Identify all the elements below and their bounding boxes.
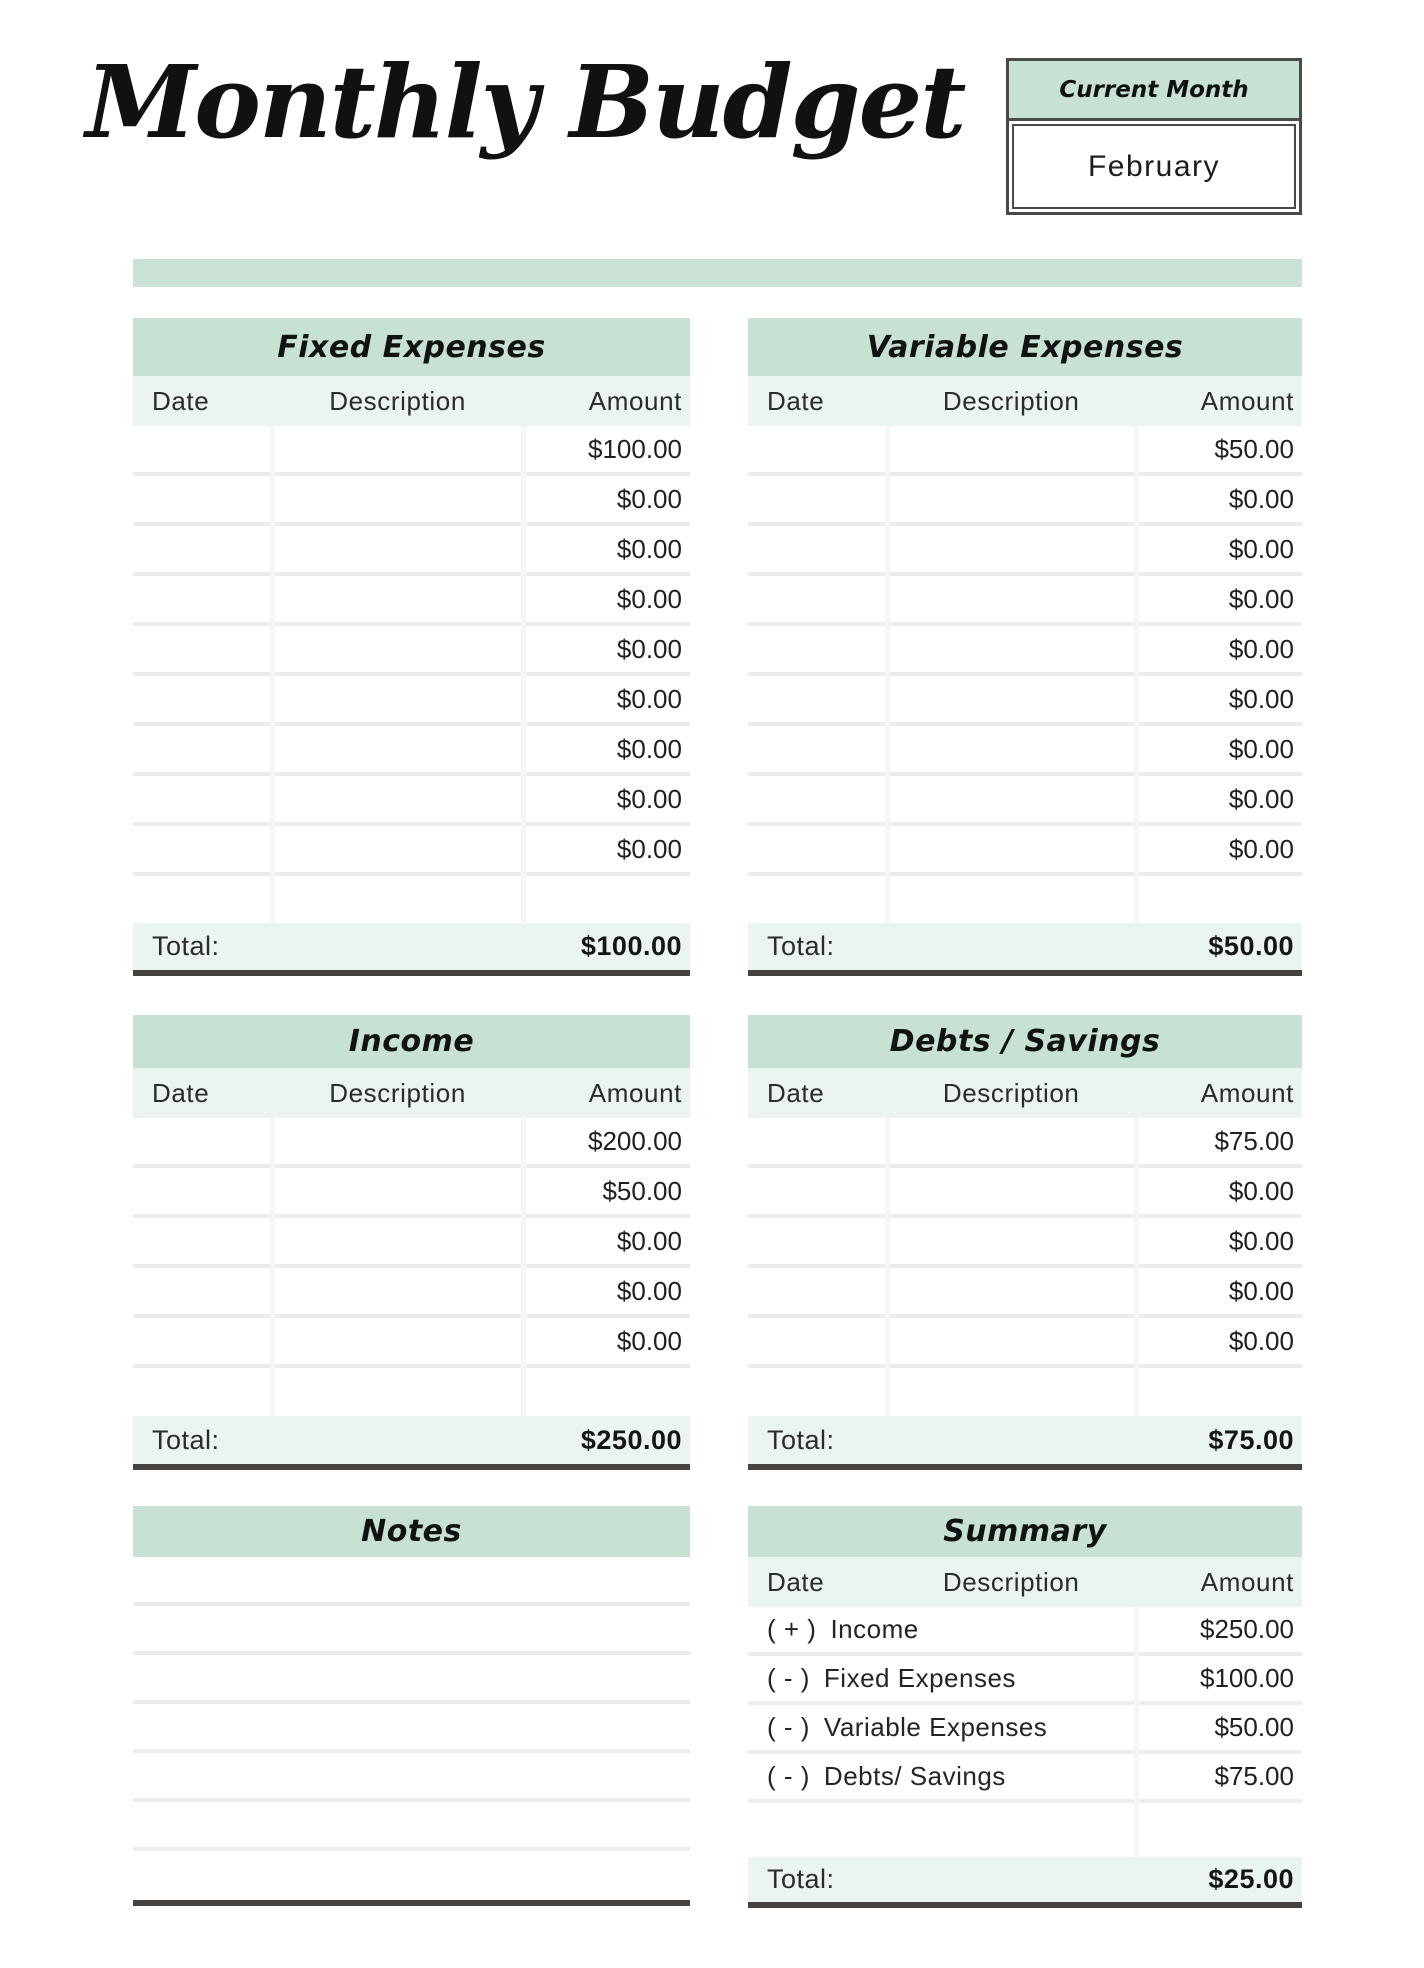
table-row [133,426,690,476]
table-bottom-bar [748,970,1302,976]
column-divider [521,426,526,923]
amount-cell[interactable]: $0.00 [1136,626,1302,676]
total-label: Total: [767,931,835,961]
table-row [133,826,690,876]
summary-label: Debts/ Savings [823,1761,1006,1791]
amount-cell[interactable]: $0.00 [1136,1168,1302,1218]
table-row [748,1318,1302,1368]
total-row [748,1857,1302,1902]
description-cell[interactable] [887,1368,1136,1416]
date-cell[interactable] [133,526,272,576]
date-cell[interactable] [133,876,272,923]
amount-cell[interactable]: $50.00 [523,1168,690,1218]
description-cell[interactable] [887,526,1136,576]
amount-cell[interactable]: $0.00 [1136,476,1302,526]
table-row [748,676,1302,726]
summary-description [748,1705,1136,1754]
description-cell[interactable] [272,826,523,876]
notes-line[interactable] [133,1753,690,1802]
column-header-description: Description [329,1077,466,1108]
description-cell[interactable] [887,1218,1136,1268]
table-row [748,776,1302,826]
amount-cell[interactable]: $0.00 [523,476,690,526]
amount-cell[interactable]: $0.00 [1136,1218,1302,1268]
description-cell[interactable] [887,576,1136,626]
notes-section [133,1506,690,1906]
column-divider [270,1118,275,1416]
table-row [748,1268,1302,1318]
date-cell[interactable] [133,576,272,626]
amount-cell[interactable]: $50.00 [1136,426,1302,476]
amount-cell[interactable]: $0.00 [523,1268,690,1318]
table-row [133,1368,690,1416]
date-cell[interactable] [133,1268,272,1318]
summary-row [748,1803,1302,1857]
date-cell[interactable] [133,626,272,676]
date-cell[interactable] [748,776,887,826]
total-label: Total: [767,1424,835,1455]
summary-row [748,1607,1302,1656]
column-divider [521,1118,526,1416]
amount-cell[interactable]: $0.00 [1136,1268,1302,1318]
summary-description [748,1656,1136,1705]
fixed-expenses-table [133,318,690,976]
date-cell[interactable] [748,726,887,776]
table-rows [748,426,1302,923]
variable-expenses-table [748,318,1302,976]
current-month-value[interactable]: February [1012,124,1296,209]
total-amount: $250.00 [580,1424,682,1455]
description-cell[interactable] [887,826,1136,876]
description-cell[interactable] [887,1168,1136,1218]
column-header-amount: Amount [588,1077,682,1108]
table-row [133,776,690,826]
notes-line[interactable] [133,1851,690,1900]
amount-cell[interactable] [523,1368,690,1416]
amount-cell[interactable]: $0.00 [1136,776,1302,826]
notes-line[interactable] [133,1606,690,1655]
table-rows [748,1118,1302,1416]
date-cell[interactable] [133,726,272,776]
summary-sign: ( - ) [767,1712,810,1742]
table-row [748,826,1302,876]
table-row [748,426,1302,476]
page-title: Monthly Budget [85,43,965,161]
amount-cell[interactable] [523,876,690,923]
description-cell[interactable] [887,1118,1136,1168]
total-amount: $75.00 [1208,1424,1294,1455]
table-bottom-bar [133,1464,690,1470]
amount-cell[interactable]: $250.00 [1136,1607,1302,1656]
table-rows [748,1607,1302,1857]
table-title: Notes [133,1506,690,1557]
summary-table [748,1506,1302,1908]
column-divider [1134,1607,1139,1857]
column-header-amount: Amount [588,385,682,416]
date-cell[interactable] [748,1268,887,1318]
amount-cell[interactable]: $0.00 [1136,726,1302,776]
amount-cell[interactable] [1136,876,1302,923]
amount-cell[interactable]: $0.00 [523,576,690,626]
column-header-amount: Amount [1200,1566,1294,1597]
description-cell[interactable] [887,1268,1136,1318]
amount-cell[interactable]: $75.00 [1136,1118,1302,1168]
table-row [133,1168,690,1218]
table-row [748,576,1302,626]
table-row [133,576,690,626]
column-headers [748,376,1302,426]
date-cell[interactable] [748,676,887,726]
table-row [748,726,1302,776]
description-cell[interactable] [272,1318,523,1368]
income-table [133,1015,690,1470]
content [133,318,1302,1908]
total-row [748,1416,1302,1464]
current-month-label: Current Month [1009,61,1299,121]
amount-cell[interactable]: $0.00 [523,726,690,776]
table-row [133,1118,690,1168]
summary-row [748,1656,1302,1705]
table-title: Income [133,1015,690,1068]
amount-cell[interactable]: $0.00 [523,626,690,676]
amount-cell[interactable]: $200.00 [523,1118,690,1168]
column-header-description: Description [942,1566,1080,1597]
amount-cell[interactable]: $75.00 [1136,1754,1302,1803]
amount-cell[interactable]: $0.00 [1136,526,1302,576]
date-cell[interactable] [748,1168,887,1218]
description-cell[interactable] [272,476,523,526]
date-cell[interactable] [133,776,272,826]
amount-cell[interactable]: $0.00 [1136,1318,1302,1368]
column-divider [885,426,890,923]
date-cell[interactable] [133,1318,272,1368]
date-cell[interactable] [748,526,887,576]
summary-description [748,1754,1136,1803]
amount-cell[interactable] [1136,1803,1302,1857]
table-row [133,676,690,726]
date-cell[interactable] [748,476,887,526]
column-headers [748,1068,1302,1118]
total-label: Total: [152,1424,220,1455]
date-cell[interactable] [133,1218,272,1268]
date-cell[interactable] [748,876,887,923]
debts-savings-table [748,1015,1302,1470]
column-header-date: Date [767,1077,825,1108]
date-cell[interactable] [133,676,272,726]
table-row [133,876,690,923]
table-row [748,1368,1302,1416]
summary-description [748,1607,1136,1656]
date-cell[interactable] [748,826,887,876]
table-row [748,1168,1302,1218]
amount-cell[interactable]: $50.00 [1136,1705,1302,1754]
table-row [748,876,1302,923]
table-row [133,726,690,776]
column-header-description: Description [942,1077,1080,1108]
summary-row [748,1754,1302,1803]
date-cell[interactable] [133,826,272,876]
table-row [133,626,690,676]
table-row [133,1218,690,1268]
summary-sign: ( + ) [767,1614,817,1644]
description-cell[interactable] [272,426,523,476]
total-row [133,923,690,970]
table-title: Fixed Expenses [133,318,690,376]
column-divider [885,1118,890,1416]
date-cell[interactable] [748,1218,887,1268]
table-title: Variable Expenses [748,318,1302,376]
current-month-box [1006,58,1302,215]
description-cell[interactable] [272,626,523,676]
table-row [748,626,1302,676]
total-label: Total: [152,931,220,961]
table-row [133,1318,690,1368]
description-cell[interactable] [272,876,523,923]
summary-sign: ( - ) [767,1761,810,1791]
date-cell[interactable] [748,626,887,676]
description-cell[interactable] [272,526,523,576]
date-cell[interactable] [748,1318,887,1368]
column-divider [1134,426,1139,923]
decorative-banner [133,259,1302,287]
total-amount: $25.00 [1208,1864,1294,1894]
summary-label: Variable Expenses [823,1712,1048,1742]
notes-line[interactable] [133,1704,690,1753]
date-cell[interactable] [133,1368,272,1416]
amount-cell[interactable]: $0.00 [1136,676,1302,726]
column-header-description: Description [329,385,466,416]
date-cell[interactable] [748,576,887,626]
table-row [133,1268,690,1318]
notes-line[interactable] [133,1655,690,1704]
amount-cell[interactable]: $0.00 [523,826,690,876]
description-cell[interactable] [887,626,1136,676]
total-row [133,1416,690,1464]
date-cell[interactable] [133,476,272,526]
description-cell[interactable] [887,1318,1136,1368]
column-headers [133,376,690,426]
column-headers [748,1557,1302,1607]
amount-cell[interactable] [1136,1368,1302,1416]
date-cell[interactable] [748,1368,887,1416]
column-divider [270,426,275,923]
column-header-amount: Amount [1200,1077,1294,1108]
total-label: Total: [767,1864,835,1894]
amount-cell[interactable]: $0.00 [523,1318,690,1368]
table-bottom-bar [133,970,690,976]
table-row [748,476,1302,526]
description-cell[interactable] [887,726,1136,776]
column-divider [1134,1118,1139,1416]
notes-line[interactable] [133,1557,690,1606]
amount-cell[interactable]: $0.00 [523,1218,690,1268]
date-cell[interactable] [748,426,887,476]
column-header-date: Date [767,1566,825,1597]
amount-cell[interactable]: $100.00 [1136,1656,1302,1705]
column-headers [133,1068,690,1118]
table-title: Debts / Savings [748,1015,1302,1068]
table-rows [133,1118,690,1416]
total-row [748,923,1302,970]
amount-cell[interactable]: $0.00 [523,526,690,576]
description-cell[interactable] [887,476,1136,526]
amount-cell[interactable]: $0.00 [523,776,690,826]
table-title: Summary [748,1506,1302,1557]
table-row [748,1118,1302,1168]
table-row [133,526,690,576]
description-cell[interactable] [272,576,523,626]
column-header-amount: Amount [1200,385,1294,416]
date-cell[interactable] [748,1118,887,1168]
description-cell[interactable] [272,1218,523,1268]
amount-cell[interactable]: $0.00 [523,676,690,726]
description-cell[interactable] [272,1268,523,1318]
table-bottom-bar [748,1902,1302,1908]
table-bottom-bar [133,1900,690,1906]
description-cell[interactable] [272,1118,523,1168]
column-header-date: Date [152,385,210,416]
notes-line[interactable] [133,1802,690,1851]
table-row [748,1218,1302,1268]
date-cell[interactable] [133,426,272,476]
table-bottom-bar [748,1464,1302,1470]
description-cell[interactable] [887,876,1136,923]
total-amount: $100.00 [580,931,682,961]
table-row [748,526,1302,576]
amount-cell[interactable]: $100.00 [523,426,690,476]
column-header-date: Date [767,385,825,416]
date-cell[interactable] [133,1118,272,1168]
amount-cell[interactable]: $0.00 [1136,576,1302,626]
description-cell[interactable] [887,426,1136,476]
description-cell[interactable] [272,1368,523,1416]
amount-cell[interactable]: $0.00 [1136,826,1302,876]
summary-row [748,1705,1302,1754]
summary-description [748,1803,1136,1857]
column-header-description: Description [942,385,1080,416]
date-cell[interactable] [133,1168,272,1218]
summary-label: Fixed Expenses [823,1663,1016,1693]
total-amount: $50.00 [1208,931,1294,961]
description-cell[interactable] [887,776,1136,826]
description-cell[interactable] [272,676,523,726]
table-row [133,476,690,526]
description-cell[interactable] [272,1168,523,1218]
description-cell[interactable] [887,676,1136,726]
column-header-date: Date [152,1077,210,1108]
summary-sign: ( - ) [767,1663,810,1693]
description-cell[interactable] [272,726,523,776]
description-cell[interactable] [272,776,523,826]
table-rows [133,426,690,923]
summary-label: Income [830,1614,919,1644]
